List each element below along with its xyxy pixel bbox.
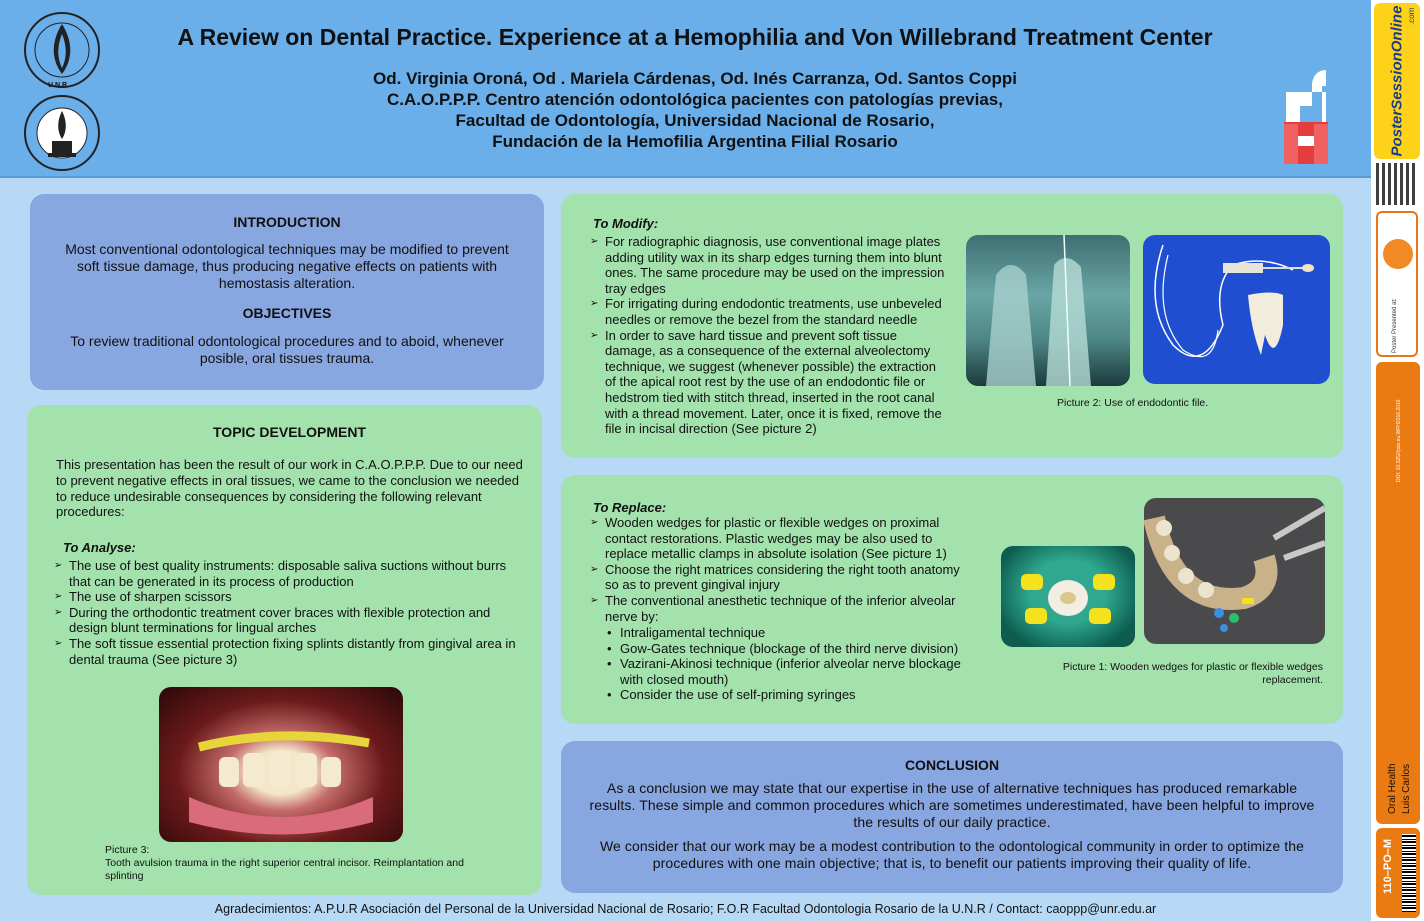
picture-3-caption <box>105 844 465 883</box>
topic-development-panel <box>27 405 542 895</box>
poster-code: 110–PO–M <box>1382 838 1394 894</box>
acknowledgements-footer: Agradecimientos: A.P.U.R Asociación del Personal de la Universidad Nacional de Rosario; F.O.R Facultad Odontologia Rosario de la U.N.R / Contact: caoppp@unr.edu.ar <box>214 902 1157 916</box>
list-item: ➢ The use of best quality instruments: disposable saliva suctions without burrs that can be generated in its process of production <box>54 558 524 589</box>
objectives-heading: OBJECTIVES <box>242 305 332 321</box>
author-line: Luis Carlos <box>1401 763 1412 814</box>
analyse-heading: To Analyse: <box>63 540 136 555</box>
list-item: ➢ During the orthodontic treatment cover braces with flexible protection and design blunt terminations for lingual arches <box>54 605 524 636</box>
qr-code[interactable] <box>1376 163 1418 205</box>
list-item: ➢ Choose the right matrices considering the right tooth anatomy so as to prevent gingival injury <box>590 562 962 593</box>
introduction-text: Most conventional odontological techniques may be modified to prevent soft tissue damage, thus producing negative effects on patients with hemostasis alteration. <box>65 241 509 291</box>
picture-2-radiograph <box>966 235 1130 386</box>
list-item: ➢ The conventional anesthetic technique of the inferior alveolar nerve by: <box>590 593 962 624</box>
authors-block <box>330 68 1060 152</box>
picture-3-dental-trauma <box>159 687 403 842</box>
anesthetic-technique-list <box>605 625 975 703</box>
university-seal-logo <box>22 93 102 173</box>
conclusion-text-1: As a conclusion we may state that our expertise in the use of alternative techniques has produced remarkable results. These simple and common procedures which are sometimes underestimated, have been helpful to improve the results of our daily practice. <box>589 780 1315 830</box>
caption-text: Tooth avulsion trauma in the right superior central incisor. Reimplantation and splinting <box>105 857 464 882</box>
poster-info-bar <box>1376 362 1420 824</box>
faculty-seal-logo <box>22 10 102 90</box>
presented-at-label: Poster Presented at: <box>1392 298 1398 353</box>
replace-list <box>590 515 962 624</box>
replace-heading: To Replace: <box>593 500 667 515</box>
doi-label: DOI: 10.3252/pso.eu.WFH2016.2016 <box>1396 399 1402 482</box>
poster-header <box>0 0 1371 178</box>
caption-line: Picture 1: Wooden wedges for plastic or flexible wedges <box>1062 661 1323 673</box>
list-item: ➢ In order to save hard tissue and prevent soft tissue damage, as a consequence of the external alveolectomy technique, we suggest (whenever possible) the extraction of the apical root rest by the use of an endodontic file or hedstrom tied with stitch thread, inserted in the root canal with a thread movement. Later, once it is fixed, remove the file in incisal direction (See picture 2) <box>590 328 948 437</box>
topic-label <box>1386 763 1414 814</box>
sidebar-strip <box>1371 0 1424 921</box>
affiliation-line: Fundación de la Hemofilia Argentina Filial Rosario <box>492 132 898 151</box>
caption-line: replacement. <box>1262 674 1323 686</box>
splint-illustration <box>159 687 403 842</box>
conclusion-panel <box>561 741 1343 893</box>
replace-panel <box>561 475 1343 724</box>
list-item: • Vazirani-Akinosi technique (inferior alveolar nerve blockage with closed mouth) <box>605 656 975 687</box>
modify-list <box>590 234 948 437</box>
conclusion-text-2: We consider that our work may be a modest contribution to the odontological community in order to optimize the procedures with one main objective; that is, to benefit our patients improving their quality of life. <box>599 838 1305 871</box>
wedges-illustration <box>1001 546 1135 647</box>
conclusion-heading: CONCLUSION <box>904 757 1000 773</box>
caption-title: Picture 3: <box>105 844 150 856</box>
barcode-icon <box>1402 834 1416 912</box>
introduction-panel <box>30 194 544 390</box>
picture-1-dental-model <box>1144 498 1325 644</box>
picture-1-caption <box>1031 661 1323 687</box>
picture-2-endodontic-file <box>1143 235 1330 384</box>
hemophilia-foundation-logo <box>1282 66 1330 166</box>
dental-model-illustration <box>1144 498 1325 644</box>
picture-1-plastic-wedges <box>1001 546 1135 647</box>
affiliation-line: C.A.O.P.P.P. Centro atención odontológica pacientes con patologías previas, <box>387 90 1003 109</box>
file-thread-illustration <box>1143 235 1330 384</box>
list-item: • Intraligamental technique <box>605 625 975 641</box>
affiliation-line: Facultad de Odontología, Universidad Nacional de Rosario, <box>455 111 935 130</box>
list-item: ➢ Wooden wedges for plastic or flexible wedges on proximal contact restorations. Plastic wedges may be also used to replace metallic clamps in absolute isolation (See picture 1) <box>590 515 962 562</box>
brand-text: PosterSessionOnline <box>1388 5 1406 157</box>
list-item: • Consider the use of self-priming syringes <box>605 687 975 703</box>
conference-logo-icon <box>1383 239 1413 269</box>
modify-heading: To Modify: <box>593 216 659 231</box>
topic-text: This presentation has been the result of our work in C.A.O.P.P.P. Due to our need to prevent negative effects in oral tissues, we came to the conclusion we needed to reduce undesirable consequences by considering the following relevant procedures: <box>56 457 523 520</box>
radiograph-illustration <box>966 235 1130 386</box>
poster-title: A Review on Dental Practice. Experience at a Hemophilia and Von Willebrand Treatment Center <box>177 24 1213 50</box>
list-item: ➢ The soft tissue essential protection fixing splints distantly from gingival area in dental trauma (See picture 3) <box>54 636 524 667</box>
modify-panel <box>561 194 1343 458</box>
list-item: ➢ The use of sharpen scissors <box>54 589 524 605</box>
list-item: ➢ For radiographic diagnosis, use conventional image plates adding utility wax in its sharp edges turning them into blunt ones. The same procedure may be used on the impression tray edges <box>590 234 948 296</box>
presented-at-box <box>1376 211 1418 357</box>
brand-com: .com <box>1407 7 1416 25</box>
objectives-text: To review traditional odontological procedures and to aboid, whenever posible, oral tissues trauma. <box>70 333 504 366</box>
logo-label: U.N.R. <box>48 82 69 89</box>
picture-2-caption: Picture 2: Use of endodontic file. <box>1057 397 1209 409</box>
topic-line: Oral Health <box>1387 763 1398 814</box>
topic-heading: TOPIC DEVELOPMENT <box>213 424 366 440</box>
postersession-logo[interactable] <box>1374 3 1420 159</box>
introduction-heading: INTRODUCTION <box>233 214 341 230</box>
authors-line: Od. Virginia Oroná, Od . Mariela Cárdenas, Od. Inés Carranza, Od. Santos Coppi <box>373 69 1017 88</box>
analyse-list <box>54 558 524 667</box>
poster-code-box <box>1376 828 1420 918</box>
list-item: ➢ For irrigating during endodontic treatments, use unbeveled needles or remove the bezel from the standard needle <box>590 296 948 327</box>
list-item: • Gow-Gates technique (blockage of the third nerve division) <box>605 641 975 657</box>
